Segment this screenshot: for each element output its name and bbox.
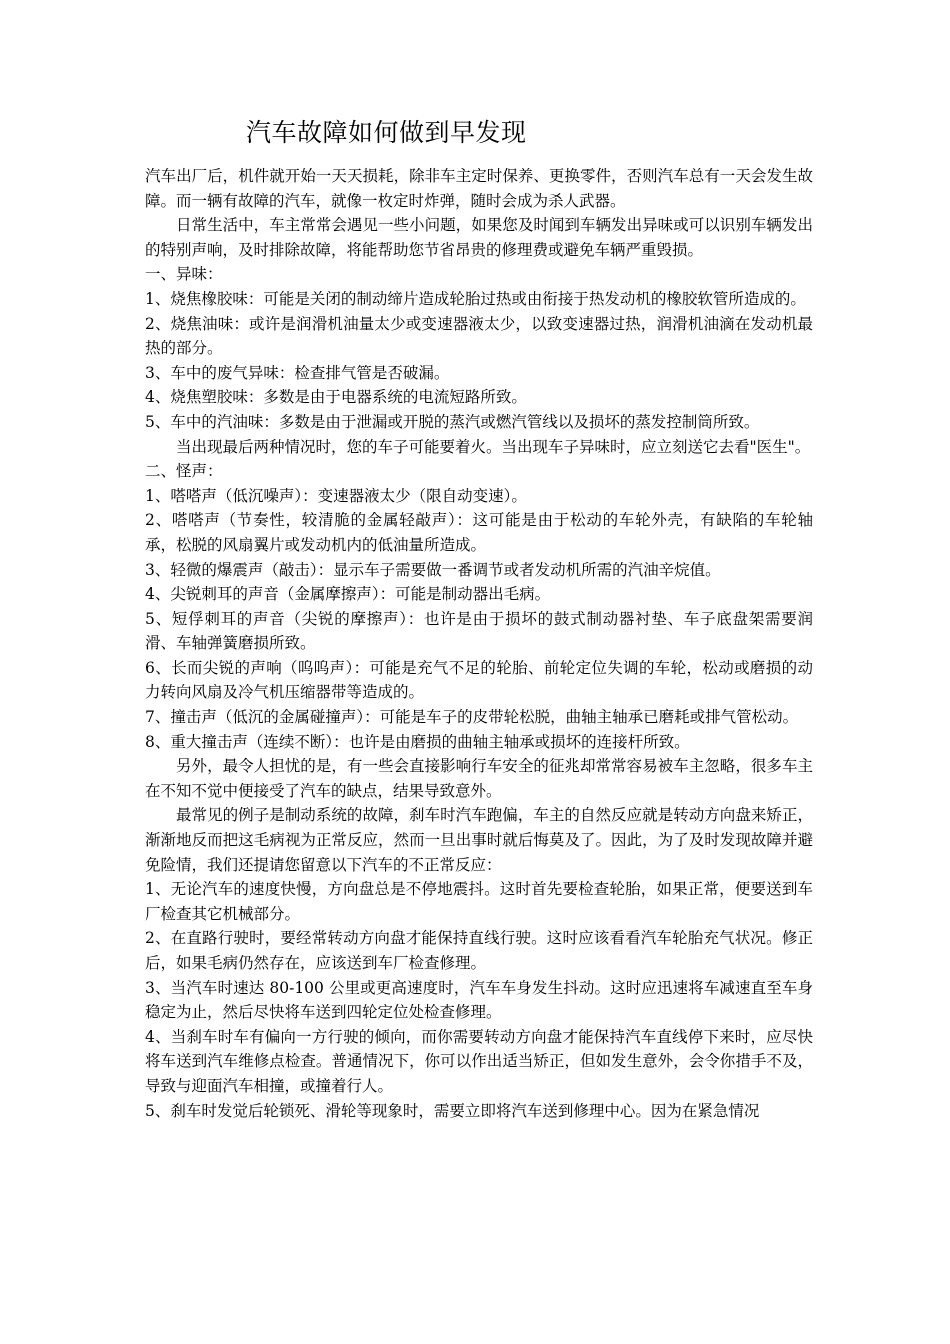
noise-item-5: 5、短俘刺耳的声音（尖锐的摩擦声）：也许是由于损坏的鼓式制动器衬垫、车子底盘架需要润滑、车轴弹簧磨损所致。 — [145, 609, 813, 653]
section-heading-odor: 一、异味： — [145, 265, 223, 284]
document-title: 汽车故障如何做到早发现 — [246, 118, 527, 147]
odor-item-4: 4、烧焦塑胶味：多数是由于电器系统的电流短路所致。 — [145, 388, 527, 407]
paragraph-concern: 另外，最令人担忧的是，有一些会直接影响行车安全的征兆却常常容易被车主忽略，很多车主在不知不觉中便接受了汽车的缺点，结果导致意外。 — [145, 757, 813, 800]
odor-item-1: 1、烧焦橡胶味：可能是关闭的制动缔片造成轮胎过热或由衔接于热发动机的橡胶软管所造成的。 — [145, 289, 806, 308]
noise-item-6: 6、长而尖锐的声响（呜呜声）：可能是充气不足的轮胎、前轮定位失调的车轮，松动或磨损的动力转向风扇及冷气机压缩器带等造成的。 — [145, 658, 813, 702]
section-heading-noise: 二、怪声： — [145, 462, 223, 481]
odor-item-2: 2、烧焦油味：或许是润滑机油量太少或变速器液太少，以致变速器过热，润滑机油滴在发动机最热的部分。 — [145, 314, 813, 358]
noise-item-3: 3、轻微的爆震声（敲击）：显示车子需要做一番调节或者发动机所需的汽油辛烷值。 — [145, 560, 721, 579]
odor-item-3: 3、车中的废气异味：检查排气管是否破漏。 — [145, 363, 450, 382]
odor-item-5: 5、车中的汽油味：多数是由于泄漏或开脱的蒸汽或燃汽管线以及损坏的蒸发控制筒所致。 — [145, 412, 760, 431]
noise-item-8: 8、重大撞击声（连续不断）：也许是由磨损的曲轴主轴承或损坏的连接杆所致。 — [145, 732, 690, 751]
paragraph-brake-example: 最常见的例子是制动系统的故障，刹车时汽车跑偏，车主的自然反应就是转动方向盘来矫正，渐渐地反而把这毛病视为正常反应，然而一旦出事时就后悔莫及了。因此，为了及时发现故障并避免险情，我们还提请您留意以下汽车的不正常反应： — [145, 806, 813, 874]
reaction-item-3: 3、当汽车时速达 80-100 公里或更高速度时，汽车车身发生抖动。这时应迅速将车减速直至车身稳定为止，然后尽快将车送到四轮定位处检查修理。 — [145, 978, 813, 1022]
noise-item-2: 2、嗒嗒声（节奏性，较清脆的金属轻敲声）：这可能是由于松动的车轮外壳，有缺陷的车轮轴承，松脱的风扇翼片或发动机内的低油量所造成。 — [145, 511, 813, 554]
noise-item-1: 1、嗒嗒声（低沉噪声）：变速器液太少（限自动变速）。 — [145, 486, 527, 505]
paragraph-odor-warning: 当出现最后两种情况时，您的车子可能要着火。当出现车子异味时，应立刻送它去看"医生"。 — [176, 437, 811, 456]
noise-item-7: 7、撞击声（低沉的金属碰撞声）：可能是车子的皮带轮松脱，曲轴主轴承已磨耗或排气管松动。 — [145, 708, 799, 727]
reaction-item-4: 4、当刹车时车有偏向一方行驶的倾向，而你需要转动方向盘才能保持汽车直线停下来时，应尽快将车送到汽车维修点检查。普通情况下，你可以作出适当矫正，但如发生意外，会令你措手不及，导致与迎面汽车相撞，或撞着行人。 — [145, 1027, 813, 1095]
reaction-item-5: 5、刹车时发觉后轮锁死、滑轮等现象时，需要立即将汽车送到修理中心。因为在紧急情况 — [145, 1101, 760, 1120]
document-body — [145, 164, 813, 1123]
paragraph-daily-life: 日常生活中，车主常常会遇见一些小问题，如果您及时闻到车辆发出异味或可以识别车辆发出的特别声响，及时排除故障，将能帮助您节省昂贵的修理费或避免车辆严重毁损。 — [145, 216, 813, 259]
paragraph-intro: 汽车出厂后，机件就开始一天天损耗，除非车主定时保养、更换零件，否则汽车总有一天会发生故障。而一辆有故障的汽车，就像一枚定时炸弹，随时会成为杀人武器。 — [145, 167, 813, 210]
noise-item-4: 4、尖锐刺耳的声音（金属摩擦声）：可能是制动器出毛病。 — [145, 585, 551, 604]
reaction-item-2: 2、在直路行驶时，要经常转动方向盘才能保持直线行驶。这时应该看看汽车轮胎充气状况。修正后，如果毛病仍然存在，应该送到车厂检查修理。 — [145, 929, 813, 972]
reaction-item-1: 1、无论汽车的速度快慢，方向盘总是不停地震抖。这时首先要检查轮胎，如果正常，便要送到车厂检查其它机械部分。 — [145, 880, 813, 923]
